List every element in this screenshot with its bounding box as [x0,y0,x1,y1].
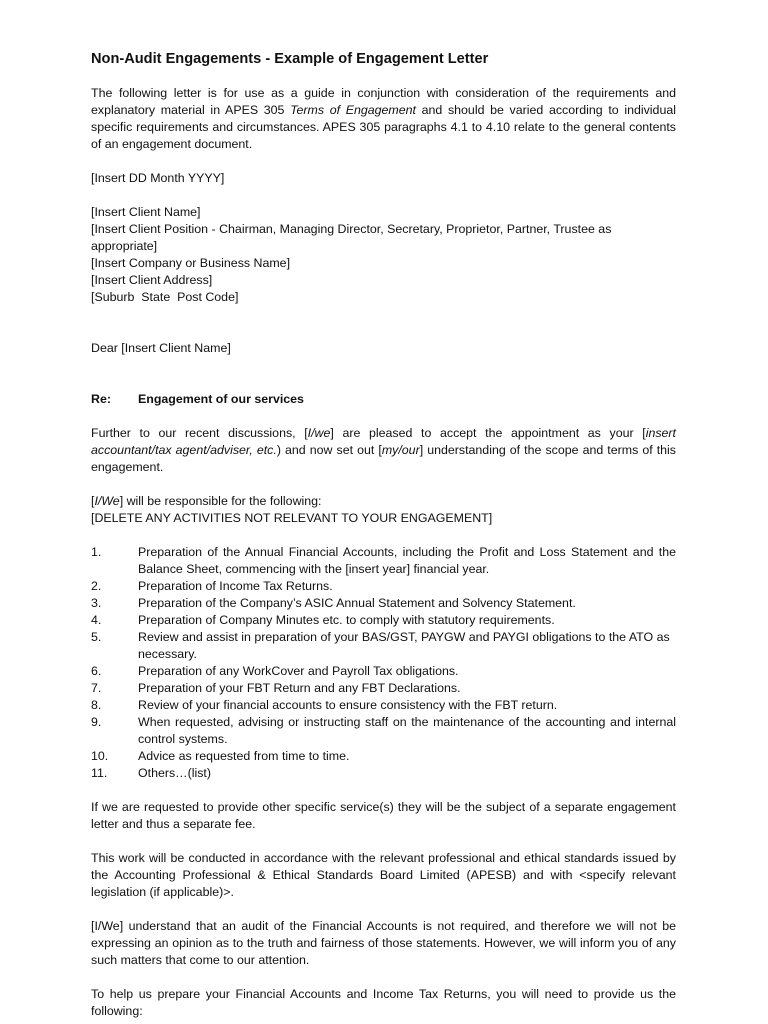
list-item [91,697,676,714]
para1-italic-b: insert accountant/tax agent/adviser, etc. [91,426,676,457]
para1-text-a: Further to our recent discussions, [ [91,426,308,440]
address-line: [Insert Client Position - Chairman, Managing Director, Secretary, Proprietor, Partner, Trustee as appropriate] [91,222,612,253]
salutation: Dear [Insert Client Name] [91,341,231,355]
list-item [91,765,676,782]
list-item [91,748,676,765]
address-line: [Insert Company or Business Name] [91,256,291,270]
address-line: [Suburb State Post Code] [91,290,239,304]
item-number: 4. [91,613,102,627]
list-item [91,714,676,748]
document-title: Non-Audit Engagements - Example of Engagement Letter [91,51,489,67]
intro-paragraph [91,85,676,153]
delete-note: [DELETE ANY ACTIVITIES NOT RELEVANT TO YOUR ENGAGEMENT] [91,511,493,525]
standards-paragraph: This work will be conducted in accordance with the relevant professional and ethical standards issued by the Accounting Professional & Ethical Standards Board Limited (APESB) and with <specify relevant legislation (if applicable)>. [91,851,676,899]
item-number: 5. [91,630,102,644]
item-number: 10. [91,749,109,763]
subject-line [91,391,676,408]
item-text: Preparation of your FBT Return and any FBT Declarations. [138,681,461,695]
item-text: Preparation of Company Minutes etc. to comply with statutory requirements. [138,613,555,627]
address-line: [Insert Client Name] [91,205,201,219]
address-block [91,204,676,306]
item-text: Preparation of any WorkCover and Payroll Tax obligations. [138,664,459,678]
item-number: 6. [91,664,102,678]
intro-italic: Terms of Engagement [290,103,416,117]
intro-text-2: and should be varied according to individual specific requirements and circumstances. APES 305 paragraphs 4.1 to 4.10 relate to the general contents of an engagement document. [91,103,676,151]
item-number: 8. [91,698,102,712]
list-item [91,680,676,697]
re-label: Re: [91,392,111,406]
re-subject: Engagement of our services [138,392,304,406]
item-number: 2. [91,579,102,593]
item-text: Review of your financial accounts to ensure consistency with the FBT return. [138,698,558,712]
item-text: When requested, advising or instructing staff on the maintenance of the accounting and internal control systems. [138,715,676,746]
item-number: 9. [91,715,102,729]
list-item [91,612,676,629]
item-text: Review and assist in preparation of your BAS/GST, PAYGW and PAYGI obligations to the ATO as necessary. [138,630,670,661]
responsibility-intro [91,493,676,510]
para1-text-c: ) and now set out [ [276,443,382,457]
resp-italic: I/We [94,494,120,508]
item-number: 11. [91,766,108,780]
intro-text-1: The following letter is for use as a guide in conjunction with consideration of the requirements and explanatory material in APES 305 [91,86,676,117]
appointment-paragraph [91,425,676,476]
para1-italic-c: my/our [381,443,420,457]
item-text: Others…(list) [138,766,211,780]
audit-paragraph: [I/We] understand that an audit of the Financial Accounts is not required, and therefore we will not be expressing an opinion as to the truth and fairness of those statements. However, we will inform you of any such matters that come to our attention. [91,919,676,967]
address-line: [Insert Client Address] [91,273,213,287]
item-number: 1. [91,545,102,559]
resp-pre: [ [91,494,95,508]
item-text: Preparation of Income Tax Returns. [138,579,333,593]
help-paragraph: To help us prepare your Financial Accounts and Income Tax Returns, you will need to provide us the following: [91,987,676,1018]
services-list [91,544,676,782]
list-item [91,663,676,680]
item-text: Advice as requested from time to time. [138,749,350,763]
list-item [91,578,676,595]
item-text: Preparation of the Company’s ASIC Annual Statement and Solvency Statement. [138,596,576,610]
item-text: Preparation of the Annual Financial Accounts, including the Profit and Loss Statement and the Balance Sheet, commencing with the [insert year] financial year. [138,545,676,576]
list-item [91,544,676,578]
para1-text-b: ] are pleased to accept the appointment as your [ [330,426,646,440]
list-item [91,629,676,663]
para1-italic-a: I/we [307,426,331,440]
item-number: 7. [91,681,102,695]
para1-text-d: ] understanding of the scope and terms of this engagement. [91,443,676,474]
resp-post: ] will be responsible for the following: [119,494,322,508]
date-placeholder: [Insert DD Month YYYY] [91,171,225,185]
other-services-paragraph: If we are requested to provide other specific service(s) they will be the subject of a separate engagement letter and thus a separate fee. [91,800,676,831]
item-number: 3. [91,596,102,610]
list-item [91,595,676,612]
